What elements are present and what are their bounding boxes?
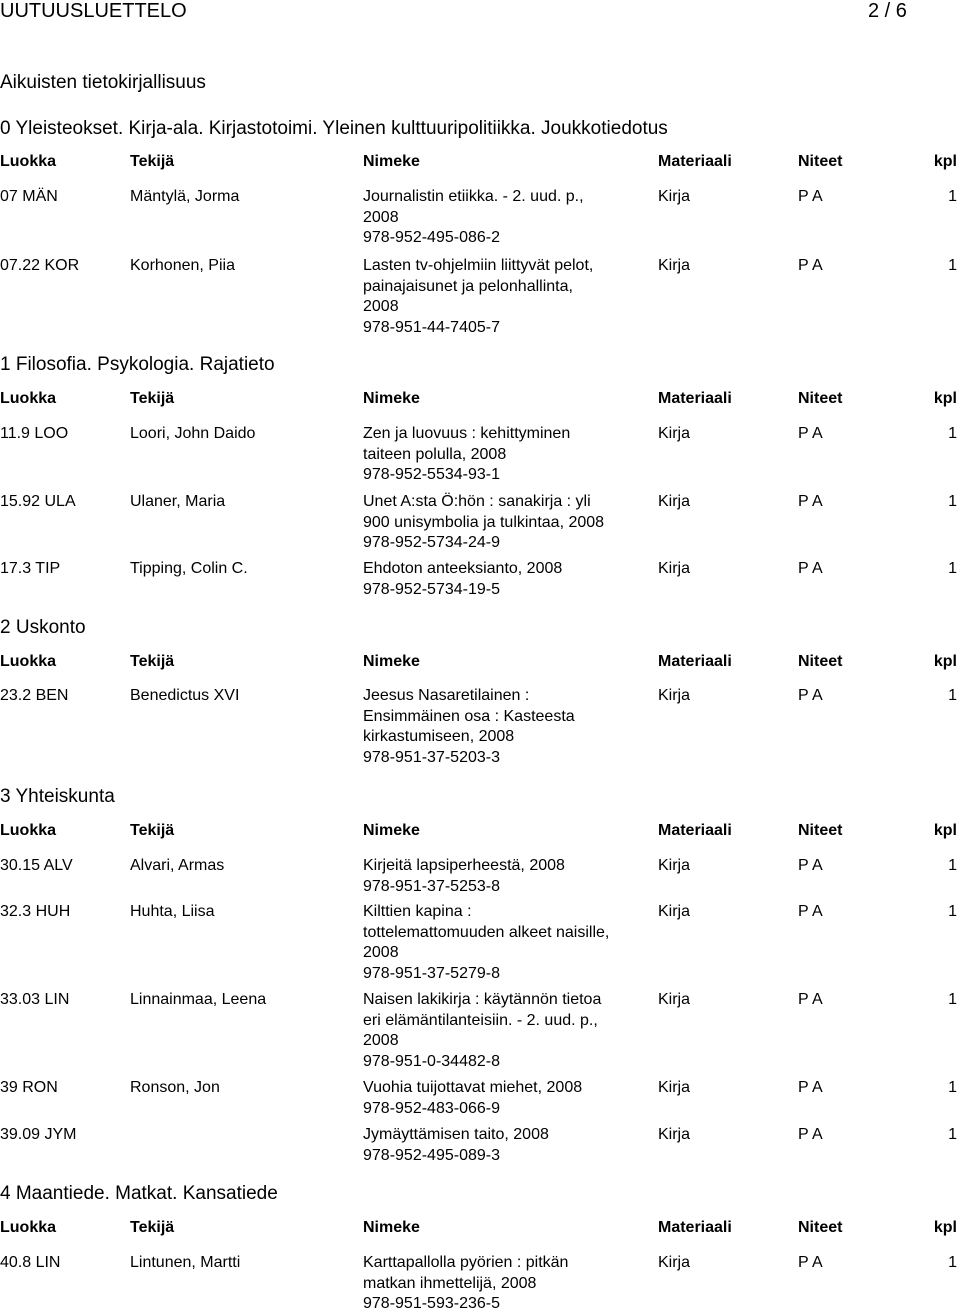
nimeke-line: kirkastumiseen, 2008	[363, 728, 515, 745]
column-header-tekija: Tekijä	[130, 653, 175, 670]
column-header-materiaali: Materiaali	[658, 822, 732, 839]
nimeke-line: 978-952-5734-19-5	[363, 580, 500, 598]
row-niteet: P A	[798, 991, 823, 1008]
column-header-tekija: Tekijä	[130, 1219, 175, 1236]
nimeke-line: 978-951-37-5279-8	[363, 964, 500, 982]
row-luokka: 39.09 JYM	[0, 1126, 77, 1143]
row-materiaali: Kirja	[658, 857, 691, 874]
nimeke-line: Unet A:sta Ö:hön : sanakirja : yli	[363, 493, 591, 510]
nimeke-line: Naisen lakikirja : käytännön tietoa	[363, 991, 602, 1008]
row-nimeke	[363, 1078, 582, 1119]
row-materiaali: Kirja	[658, 991, 691, 1008]
row-luokka: 17.3 TIP	[0, 560, 61, 577]
nimeke-line: Ehdoton anteeksianto, 2008	[363, 560, 563, 577]
nimeke-line: Journalistin etiikka. - 2. uud. p.,	[363, 188, 584, 205]
row-kpl: 1	[948, 1254, 957, 1271]
row-luokka: 40.8 LIN	[0, 1254, 61, 1271]
row-niteet: P A	[798, 857, 823, 874]
nimeke-line: 978-951-37-5203-3	[363, 748, 500, 766]
row-niteet: P A	[798, 188, 823, 205]
column-header-kpl: kpl	[933, 653, 957, 670]
row-nimeke	[363, 902, 609, 984]
row-materiaali: Kirja	[658, 687, 691, 704]
nimeke-line: Zen ja luovuus : kehittyminen	[363, 425, 571, 442]
row-materiaali: Kirja	[658, 188, 691, 205]
row-luokka: 33.03 LIN	[0, 991, 70, 1008]
column-header-niteet: Niteet	[798, 390, 843, 407]
column-header-luokka: Luokka	[0, 822, 57, 839]
row-niteet: P A	[798, 560, 823, 577]
column-header-materiaali: Materiaali	[658, 390, 732, 407]
column-header-nimeke: Nimeke	[363, 1219, 420, 1236]
section-title: 2 Uskonto	[0, 617, 86, 638]
row-luokka: 07.22 KOR	[0, 257, 80, 274]
row-nimeke	[363, 686, 575, 768]
row-nimeke	[363, 990, 601, 1072]
column-header-luokka: Luokka	[0, 153, 57, 170]
row-materiaali: Kirja	[658, 1254, 691, 1271]
nimeke-line: Jymäyttämisen taito, 2008	[363, 1126, 549, 1143]
main-heading: Aikuisten tietokirjallisuus	[0, 72, 206, 93]
row-tekija: Mäntylä, Jorma	[130, 188, 240, 205]
row-tekija: Huhta, Liisa	[130, 903, 215, 920]
nimeke-line: 2008	[363, 208, 399, 226]
row-niteet: P A	[798, 687, 823, 704]
row-nimeke	[363, 187, 584, 249]
nimeke-line: Ensimmäinen osa : Kasteesta	[363, 707, 575, 725]
row-niteet: P A	[798, 257, 823, 274]
row-kpl: 1	[948, 188, 957, 205]
section-title: 0 Yleisteokset. Kirja-ala. Kirjastotoimi. Yleinen kulttuuripolitiikka. Joukkotiedotus	[0, 118, 668, 139]
row-kpl: 1	[948, 857, 957, 874]
row-luokka: 30.15 ALV	[0, 857, 73, 874]
column-header-nimeke: Nimeke	[363, 822, 420, 839]
column-header-kpl: kpl	[933, 822, 957, 839]
column-header-nimeke: Nimeke	[363, 153, 420, 170]
nimeke-line: 2008	[363, 944, 399, 961]
row-niteet: P A	[798, 1126, 823, 1143]
row-kpl: 1	[948, 493, 957, 510]
row-nimeke	[363, 256, 593, 338]
row-niteet: P A	[798, 493, 823, 510]
row-kpl: 1	[948, 560, 957, 577]
column-header-niteet: Niteet	[798, 1219, 843, 1236]
nimeke-line: painajaisunet ja pelonhallinta,	[363, 277, 573, 295]
row-nimeke	[363, 856, 565, 897]
section-title: 3 Yhteiskunta	[0, 786, 115, 807]
column-header-materiaali: Materiaali	[658, 653, 732, 670]
row-materiaali: Kirja	[658, 493, 691, 510]
column-header-tekija: Tekijä	[130, 153, 175, 170]
column-header-nimeke: Nimeke	[363, 653, 420, 670]
nimeke-line: Vuohia tuijottavat miehet, 2008	[363, 1079, 583, 1096]
column-header-materiaali: Materiaali	[658, 1219, 732, 1236]
row-luokka: 07 MÄN	[0, 188, 58, 205]
nimeke-line: 978-951-44-7405-7	[363, 318, 500, 336]
row-luokka: 32.3 HUH	[0, 903, 71, 920]
row-niteet: P A	[798, 425, 823, 442]
nimeke-line: 978-951-0-34482-8	[363, 1052, 500, 1070]
row-nimeke	[363, 1125, 549, 1166]
row-tekija: Linnainmaa, Leena	[130, 991, 267, 1008]
row-niteet: P A	[798, 1079, 823, 1096]
nimeke-line: 2008	[363, 1032, 399, 1049]
row-nimeke	[363, 1253, 568, 1315]
row-tekija: Loori, John Daido	[130, 425, 256, 442]
row-kpl: 1	[948, 687, 957, 704]
nimeke-line: 978-952-495-089-3	[363, 1146, 500, 1164]
row-tekija: Benedictus XVI	[130, 687, 240, 704]
row-tekija: Ronson, Jon	[130, 1079, 220, 1096]
row-kpl: 1	[948, 991, 957, 1008]
row-materiaali: Kirja	[658, 560, 691, 577]
column-header-materiaali: Materiaali	[658, 153, 732, 170]
column-header-tekija: Tekijä	[130, 822, 175, 839]
column-header-nimeke: Nimeke	[363, 390, 420, 407]
row-tekija: Alvari, Armas	[130, 857, 225, 874]
nimeke-line: 900 unisymbolia ja tulkintaa, 2008	[363, 513, 605, 531]
nimeke-line: eri elämäntilanteisiin. - 2. uud. p.,	[363, 1011, 598, 1029]
column-header-tekija: Tekijä	[130, 390, 175, 407]
column-header-kpl: kpl	[933, 390, 957, 407]
section-title: 4 Maantiede. Matkat. Kansatiede	[0, 1183, 278, 1204]
nimeke-line: Karttapallolla pyörien : pitkän	[363, 1254, 569, 1271]
nimeke-line: taiteen polulla, 2008	[363, 445, 507, 463]
nimeke-line: 978-951-593-236-5	[363, 1295, 500, 1312]
nimeke-line: tottelemattomuuden alkeet naisille,	[363, 923, 610, 941]
nimeke-line: Kilttien kapina :	[363, 903, 472, 920]
nimeke-line: Kirjeitä lapsiperheestä, 2008	[363, 857, 565, 874]
nimeke-line: 978-952-5734-24-9	[363, 534, 500, 551]
row-kpl: 1	[948, 257, 957, 274]
row-luokka: 39 RON	[0, 1079, 58, 1096]
row-luokka: 23.2 BEN	[0, 687, 69, 704]
column-header-niteet: Niteet	[798, 653, 843, 670]
column-header-niteet: Niteet	[798, 822, 843, 839]
row-materiaali: Kirja	[658, 903, 691, 920]
nimeke-line: matkan ihmettelijä, 2008	[363, 1274, 537, 1292]
nimeke-line: Lasten tv-ohjelmiin liittyvät pelot,	[363, 257, 594, 274]
row-nimeke	[363, 559, 562, 600]
column-header-luokka: Luokka	[0, 653, 57, 670]
row-nimeke	[363, 424, 570, 486]
nimeke-line: 978-951-37-5253-8	[363, 877, 500, 895]
row-niteet: P A	[798, 903, 823, 920]
row-materiaali: Kirja	[658, 1126, 691, 1143]
row-tekija: Ulaner, Maria	[130, 493, 226, 510]
nimeke-line: 978-952-5534-93-1	[363, 466, 500, 483]
row-tekija: Tipping, Colin C.	[130, 560, 248, 577]
nimeke-line: 978-952-495-086-2	[363, 229, 500, 246]
column-header-kpl: kpl	[933, 153, 957, 170]
document-title: UUTUUSLUETTELO	[0, 0, 187, 22]
row-luokka: 15.92 ULA	[0, 493, 76, 510]
row-niteet: P A	[798, 1254, 823, 1271]
nimeke-line: Jeesus Nasaretilainen :	[363, 687, 530, 704]
row-materiaali: Kirja	[658, 425, 691, 442]
column-header-niteet: Niteet	[798, 153, 843, 170]
column-header-luokka: Luokka	[0, 390, 57, 407]
nimeke-line: 978-952-483-066-9	[363, 1099, 500, 1117]
page-number: 2 / 6	[868, 0, 907, 22]
row-tekija: Lintunen, Martti	[130, 1254, 241, 1271]
column-header-kpl: kpl	[933, 1219, 957, 1236]
row-kpl: 1	[948, 903, 957, 920]
nimeke-line: 2008	[363, 298, 399, 315]
row-nimeke	[363, 492, 604, 554]
column-header-luokka: Luokka	[0, 1219, 57, 1236]
row-kpl: 1	[948, 425, 957, 442]
row-materiaali: Kirja	[658, 1079, 691, 1096]
row-kpl: 1	[948, 1079, 957, 1096]
row-tekija: Korhonen, Piia	[130, 257, 235, 274]
row-kpl: 1	[948, 1126, 957, 1143]
section-title: 1 Filosofia. Psykologia. Rajatieto	[0, 354, 275, 375]
row-materiaali: Kirja	[658, 257, 691, 274]
row-luokka: 11.9 LOO	[0, 425, 69, 442]
